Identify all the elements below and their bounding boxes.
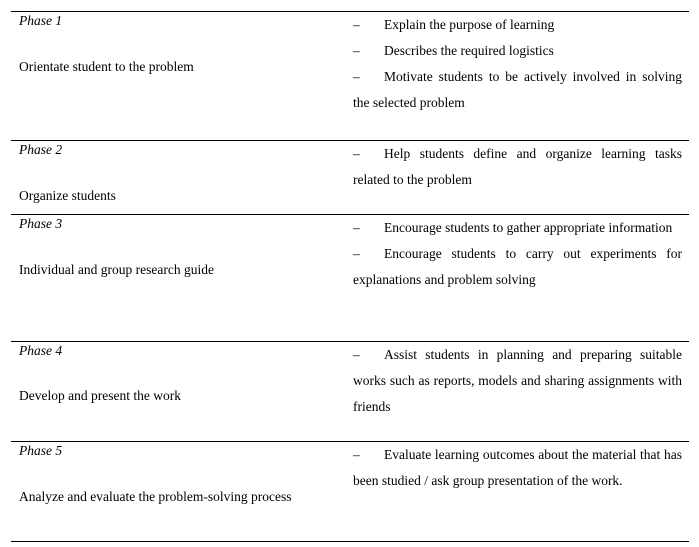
table-row (11, 341, 689, 441)
phase-label: Analyze and evaluate the problem-solving process (19, 489, 292, 504)
phase-label: Develop and present the work (19, 388, 181, 403)
phase-label: Orientate student to the problem (19, 59, 194, 74)
list-item: – Encourage students to carry out experiments for explanations and problem solving (353, 241, 682, 293)
list-item: – Help students define and organize learning tasks related to the problem (353, 141, 682, 193)
table-row (11, 11, 689, 140)
table-row (11, 441, 689, 542)
dash-marker: – (353, 69, 360, 84)
dash-marker: – (353, 447, 360, 462)
activity-cell (346, 342, 689, 441)
phases-table (11, 11, 689, 542)
table-row (11, 214, 689, 341)
phase-label: Organize students (19, 188, 116, 203)
phase-cell (11, 342, 346, 441)
phase-number: Phase 4 (19, 343, 63, 358)
dash-marker: – (353, 146, 360, 161)
activity-cell (346, 12, 689, 140)
phase-number: Phase 2 (19, 142, 63, 157)
dash-marker: – (353, 246, 360, 261)
dash-marker: – (353, 43, 360, 58)
phase-number: Phase 1 (19, 13, 63, 28)
list-item: – Describes the required logistics (353, 38, 682, 64)
table-row (11, 140, 689, 214)
dash-marker: – (353, 220, 360, 235)
list-item: – Encourage students to gather appropriate information (353, 215, 682, 241)
list-item: – Evaluate learning outcomes about the material that has been studied / ask group presentation of the work. (353, 442, 682, 494)
activity-cell (346, 215, 689, 341)
dash-marker: – (353, 347, 360, 362)
phase-number: Phase 3 (19, 216, 63, 231)
dash-marker: – (353, 17, 360, 32)
phase-cell (11, 215, 346, 341)
phase-number: Phase 5 (19, 443, 63, 458)
activity-cell (346, 442, 689, 541)
phase-cell (11, 12, 346, 140)
phase-cell (11, 141, 346, 214)
phase-cell (11, 442, 346, 541)
list-item: – Assist students in planning and preparing suitable works such as reports, models and sharing assignments with friends (353, 342, 682, 420)
list-item: – Motivate students to be actively involved in solving the selected problem (353, 64, 682, 116)
list-item: – Explain the purpose of learning (353, 12, 682, 38)
activity-cell (346, 141, 689, 214)
phase-label: Individual and group research guide (19, 262, 214, 277)
